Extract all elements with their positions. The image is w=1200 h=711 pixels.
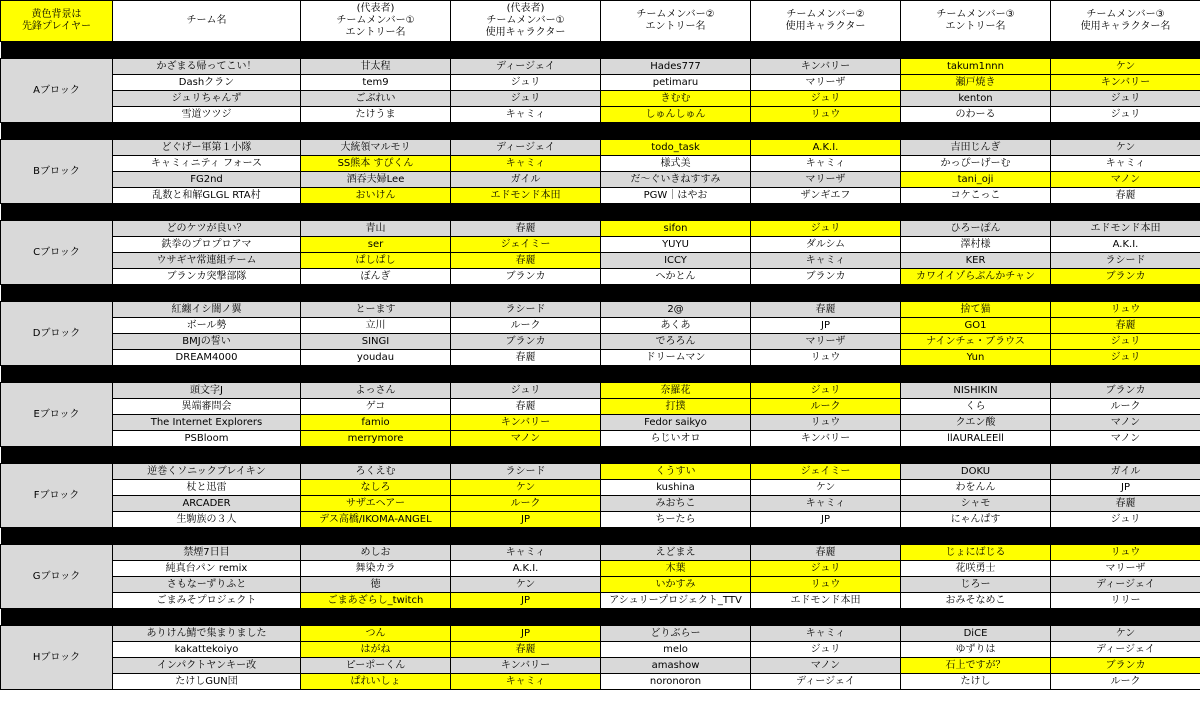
- member1-character-cell: 春麗: [451, 642, 601, 658]
- header-member2-entry: チームメンバー② エントリー名: [601, 1, 751, 42]
- team-name-cell: ありけん鯖で集まりました: [113, 626, 301, 642]
- member1-entry-cell: とーます: [301, 302, 451, 318]
- member3-character-cell: ケン: [1051, 140, 1200, 156]
- member1-entry-cell: ろくえむ: [301, 464, 451, 480]
- separator-bar: [1, 123, 1200, 140]
- member1-character-cell: 春麗: [451, 350, 601, 366]
- member2-character-cell: ダルシム: [751, 237, 901, 253]
- member1-entry-cell: SINGI: [301, 334, 451, 350]
- member1-character-cell: 春麗: [451, 253, 601, 269]
- member3-entry-cell: のわーる: [901, 107, 1051, 123]
- member2-character-cell: マリーザ: [751, 75, 901, 91]
- team-name-cell: FG2nd: [113, 172, 301, 188]
- member1-entry-cell: youdau: [301, 350, 451, 366]
- member2-entry-cell: todo_task: [601, 140, 751, 156]
- member3-character-cell: リュウ: [1051, 545, 1200, 561]
- member3-character-cell: 春麗: [1051, 496, 1200, 512]
- member2-entry-cell: いかすみ: [601, 577, 751, 593]
- member3-character-cell: ガイル: [1051, 464, 1200, 480]
- member1-entry-cell: なしろ: [301, 480, 451, 496]
- member1-entry-cell: ゲコ: [301, 399, 451, 415]
- team-name-cell: たけしGUN団: [113, 674, 301, 690]
- block-separator: [1, 609, 1200, 626]
- member2-character-cell: キンバリー: [751, 431, 901, 447]
- table-row: [1, 59, 1200, 75]
- team-name-cell: どのケツが良い？: [113, 221, 301, 237]
- member2-entry-cell: 打撲: [601, 399, 751, 415]
- member3-entry-cell: GO1: [901, 318, 1051, 334]
- member1-entry-cell: ぱしぱし: [301, 253, 451, 269]
- table-row: [1, 399, 1200, 415]
- header-legend: 黄色背景は 先鋒プレイヤー: [1, 1, 113, 42]
- separator-bar: [1, 447, 1200, 464]
- table-row: [1, 464, 1200, 480]
- member2-entry-cell: へかとん: [601, 269, 751, 285]
- table-row: [1, 221, 1200, 237]
- member2-entry-cell: melo: [601, 642, 751, 658]
- member1-entry-cell: 甘太程: [301, 59, 451, 75]
- member2-character-cell: リュウ: [751, 107, 901, 123]
- member3-character-cell: 春麗: [1051, 318, 1200, 334]
- member3-character-cell: ケン: [1051, 59, 1200, 75]
- member3-character-cell: マノン: [1051, 172, 1200, 188]
- member1-entry-cell: tem9: [301, 75, 451, 91]
- member3-character-cell: マノン: [1051, 431, 1200, 447]
- member2-entry-cell: kushina: [601, 480, 751, 496]
- member1-entry-cell: famio: [301, 415, 451, 431]
- block-separator: [1, 528, 1200, 545]
- member1-character-cell: ガイル: [451, 172, 601, 188]
- team-name-cell: PSBloom: [113, 431, 301, 447]
- member3-character-cell: A.K.I.: [1051, 237, 1200, 253]
- member3-character-cell: リュウ: [1051, 302, 1200, 318]
- table-row: [1, 237, 1200, 253]
- member1-character-cell: 春麗: [451, 399, 601, 415]
- member2-entry-cell: YUYU: [601, 237, 751, 253]
- member2-entry-cell: しゅんしゅん: [601, 107, 751, 123]
- team-name-cell: ごまみそプロジェクト: [113, 593, 301, 609]
- header-member3-entry: チームメンバー③ エントリー名: [901, 1, 1051, 42]
- table-row: [1, 140, 1200, 156]
- table-row: [1, 480, 1200, 496]
- team-name-cell: 雪道ツツジ: [113, 107, 301, 123]
- table-row: [1, 383, 1200, 399]
- team-name-cell: 逆巻くソニックブレイキン: [113, 464, 301, 480]
- member2-entry-cell: 木葉: [601, 561, 751, 577]
- table-row: [1, 593, 1200, 609]
- block-label: Cブロック: [1, 221, 113, 285]
- member3-entry-cell: Yun: [901, 350, 1051, 366]
- member1-entry-cell: 青山: [301, 221, 451, 237]
- table-row: [1, 107, 1200, 123]
- member1-character-cell: A.K.I.: [451, 561, 601, 577]
- team-name-cell: どぐげー軍第１小隊: [113, 140, 301, 156]
- team-name-cell: 純真台パン remix: [113, 561, 301, 577]
- member2-character-cell: ルーク: [751, 399, 901, 415]
- team-name-cell: キャミィニティ フォース: [113, 156, 301, 172]
- member2-character-cell: キャミィ: [751, 253, 901, 269]
- block-label: Aブロック: [1, 59, 113, 123]
- member3-character-cell: ジュリ: [1051, 512, 1200, 528]
- member3-entry-cell: 石上ですが？: [901, 658, 1051, 674]
- table-row: [1, 561, 1200, 577]
- member3-entry-cell: 捨て猫: [901, 302, 1051, 318]
- member2-character-cell: ジュリ: [751, 642, 901, 658]
- member3-character-cell: ジュリ: [1051, 334, 1200, 350]
- member2-entry-cell: どりぶらー: [601, 626, 751, 642]
- member2-character-cell: キャミィ: [751, 496, 901, 512]
- table-row: [1, 496, 1200, 512]
- member1-entry-cell: 徳: [301, 577, 451, 593]
- member2-entry-cell: noronoron: [601, 674, 751, 690]
- team-name-cell: 乱数と和解GLGL RTA村: [113, 188, 301, 204]
- member3-entry-cell: クエン酸: [901, 415, 1051, 431]
- member3-entry-cell: takum1nnn: [901, 59, 1051, 75]
- member3-character-cell: ルーク: [1051, 674, 1200, 690]
- table-row: [1, 577, 1200, 593]
- member2-character-cell: ジュリ: [751, 383, 901, 399]
- member3-entry-cell: DiCE: [901, 626, 1051, 642]
- member1-entry-cell: SS熊本 すぴくん: [301, 156, 451, 172]
- separator-bar: [1, 42, 1200, 59]
- member3-entry-cell: DOKU: [901, 464, 1051, 480]
- separator-bar: [1, 204, 1200, 221]
- member3-character-cell: ジュリ: [1051, 350, 1200, 366]
- member1-character-cell: ルーク: [451, 496, 601, 512]
- table-row: [1, 172, 1200, 188]
- member1-character-cell: キャミィ: [451, 156, 601, 172]
- member1-character-cell: ルーク: [451, 318, 601, 334]
- block-separator: [1, 366, 1200, 383]
- member1-entry-cell: 立川: [301, 318, 451, 334]
- member1-entry-cell: ピーポーくん: [301, 658, 451, 674]
- member2-character-cell: ブランカ: [751, 269, 901, 285]
- team-name-cell: 禁煙7日目: [113, 545, 301, 561]
- member3-entry-cell: カワイイゾらぶんかチャン: [901, 269, 1051, 285]
- table-row: [1, 658, 1200, 674]
- member3-entry-cell: KER: [901, 253, 1051, 269]
- table-row: [1, 318, 1200, 334]
- member3-character-cell: マノン: [1051, 415, 1200, 431]
- separator-bar: [1, 609, 1200, 626]
- member1-character-cell: キャミィ: [451, 545, 601, 561]
- team-name-cell: DREAM4000: [113, 350, 301, 366]
- member3-entry-cell: NISHIKIN: [901, 383, 1051, 399]
- block-label: Hブロック: [1, 626, 113, 690]
- member2-character-cell: 春麗: [751, 545, 901, 561]
- member1-character-cell: ディージェイ: [451, 140, 601, 156]
- member3-entry-cell: じょにばじる: [901, 545, 1051, 561]
- header-team-name: チーム名: [113, 1, 301, 42]
- member3-character-cell: ラシード: [1051, 253, 1200, 269]
- member1-character-cell: ジェイミー: [451, 237, 601, 253]
- member2-entry-cell: Hades777: [601, 59, 751, 75]
- member1-character-cell: ジュリ: [451, 91, 601, 107]
- member3-entry-cell: llAURALEEll: [901, 431, 1051, 447]
- member1-character-cell: 春麗: [451, 221, 601, 237]
- member2-entry-cell: 2@: [601, 302, 751, 318]
- block-separator: [1, 123, 1200, 140]
- member1-entry-cell: ごまあざらし_twitch: [301, 593, 451, 609]
- table-row: [1, 415, 1200, 431]
- member3-entry-cell: ひろーぽん: [901, 221, 1051, 237]
- member3-character-cell: ブランカ: [1051, 658, 1200, 674]
- team-name-cell: 杖と迅雷: [113, 480, 301, 496]
- member2-character-cell: ケン: [751, 480, 901, 496]
- member1-entry-cell: サザエヘアー: [301, 496, 451, 512]
- member2-character-cell: マリーザ: [751, 172, 901, 188]
- member1-character-cell: キャミィ: [451, 674, 601, 690]
- table-row: [1, 512, 1200, 528]
- table-row: [1, 350, 1200, 366]
- block-label: Dブロック: [1, 302, 113, 366]
- member1-entry-cell: ぼんぎ: [301, 269, 451, 285]
- member3-character-cell: ディージェイ: [1051, 577, 1200, 593]
- table-row: [1, 545, 1200, 561]
- member2-character-cell: JP: [751, 318, 901, 334]
- block-label: Bブロック: [1, 140, 113, 204]
- header-member1-character: (代表者) チームメンバー① 使用キャラクター: [451, 1, 601, 42]
- member1-character-cell: エドモンド本田: [451, 188, 601, 204]
- header-member1-entry: (代表者) チームメンバー① エントリー名: [301, 1, 451, 42]
- member2-character-cell: JP: [751, 512, 901, 528]
- table-row: [1, 302, 1200, 318]
- member3-entry-cell: コケこっこ: [901, 188, 1051, 204]
- member1-entry-cell: よっさん: [301, 383, 451, 399]
- member3-character-cell: ジュリ: [1051, 107, 1200, 123]
- separator-bar: [1, 366, 1200, 383]
- table-row: [1, 431, 1200, 447]
- member3-entry-cell: かっぴーげーむ: [901, 156, 1051, 172]
- member1-character-cell: ケン: [451, 480, 601, 496]
- member3-entry-cell: ナインチェ・ブラウス: [901, 334, 1051, 350]
- member2-entry-cell: Fedor saikyo: [601, 415, 751, 431]
- team-name-cell: ARCADER: [113, 496, 301, 512]
- member1-character-cell: ブランカ: [451, 269, 601, 285]
- member1-character-cell: ブランカ: [451, 334, 601, 350]
- member3-entry-cell: ゆずりは: [901, 642, 1051, 658]
- member1-entry-cell: 舞染カラ: [301, 561, 451, 577]
- member2-entry-cell: えどまえ: [601, 545, 751, 561]
- member3-character-cell: 春麗: [1051, 188, 1200, 204]
- team-name-cell: 異端審問会: [113, 399, 301, 415]
- member3-entry-cell: 吉田じんぎ: [901, 140, 1051, 156]
- member2-entry-cell: amashow: [601, 658, 751, 674]
- member3-character-cell: ブランカ: [1051, 269, 1200, 285]
- member2-character-cell: リュウ: [751, 415, 901, 431]
- team-name-cell: kakattekoiyo: [113, 642, 301, 658]
- member2-character-cell: ジュリ: [751, 91, 901, 107]
- team-name-cell: The Internet Explorers: [113, 415, 301, 431]
- member2-character-cell: キャミィ: [751, 156, 901, 172]
- table-row: [1, 642, 1200, 658]
- member3-character-cell: ブランカ: [1051, 383, 1200, 399]
- member2-entry-cell: きむむ: [601, 91, 751, 107]
- member2-entry-cell: ドリームマン: [601, 350, 751, 366]
- team-name-cell: 鉄拳のプロプロアマ: [113, 237, 301, 253]
- member1-entry-cell: デス高橋/IKOMA-ANGEL: [301, 512, 451, 528]
- member2-character-cell: ディージェイ: [751, 674, 901, 690]
- member2-character-cell: ザンギエフ: [751, 188, 901, 204]
- block-separator: [1, 447, 1200, 464]
- member2-character-cell: ジュリ: [751, 561, 901, 577]
- team-name-cell: インパクトヤンキー改: [113, 658, 301, 674]
- member1-character-cell: JP: [451, 512, 601, 528]
- table-row: [1, 269, 1200, 285]
- member3-entry-cell: たけし: [901, 674, 1051, 690]
- member1-character-cell: キャミィ: [451, 107, 601, 123]
- member3-character-cell: エドモンド本田: [1051, 221, 1200, 237]
- member3-character-cell: リリー: [1051, 593, 1200, 609]
- member2-character-cell: ジェイミー: [751, 464, 901, 480]
- member3-entry-cell: わをんん: [901, 480, 1051, 496]
- member1-character-cell: ラシード: [451, 464, 601, 480]
- member2-character-cell: リュウ: [751, 577, 901, 593]
- member1-character-cell: ジュリ: [451, 383, 601, 399]
- header-row: [1, 1, 1200, 42]
- member2-character-cell: キャミィ: [751, 626, 901, 642]
- member3-character-cell: ルーク: [1051, 399, 1200, 415]
- member2-entry-cell: らじいオロ: [601, 431, 751, 447]
- table-row: [1, 188, 1200, 204]
- table-row: [1, 626, 1200, 642]
- member1-character-cell: ディージェイ: [451, 59, 601, 75]
- member1-character-cell: JP: [451, 626, 601, 642]
- member1-entry-cell: ぱれいしょ: [301, 674, 451, 690]
- member1-character-cell: JP: [451, 593, 601, 609]
- member2-entry-cell: でろろん: [601, 334, 751, 350]
- member3-character-cell: キャミィ: [1051, 156, 1200, 172]
- member2-character-cell: ジュリ: [751, 221, 901, 237]
- member3-entry-cell: 花咲勇士: [901, 561, 1051, 577]
- member2-entry-cell: ちーたら: [601, 512, 751, 528]
- block-separator: [1, 285, 1200, 302]
- member2-entry-cell: PGW｜はやお: [601, 188, 751, 204]
- member3-character-cell: JP: [1051, 480, 1200, 496]
- member2-character-cell: 春麗: [751, 302, 901, 318]
- team-name-cell: 生駒族の３人: [113, 512, 301, 528]
- member2-entry-cell: だ～ぐいきねすすみ: [601, 172, 751, 188]
- member2-character-cell: マリーザ: [751, 334, 901, 350]
- member2-entry-cell: 様式美: [601, 156, 751, 172]
- table-row: [1, 253, 1200, 269]
- table-row: [1, 91, 1200, 107]
- member1-entry-cell: おいけん: [301, 188, 451, 204]
- team-name-cell: BMJの誓い: [113, 334, 301, 350]
- member2-character-cell: マノン: [751, 658, 901, 674]
- member1-entry-cell: めしお: [301, 545, 451, 561]
- block-separator: [1, 204, 1200, 221]
- member2-character-cell: キンバリー: [751, 59, 901, 75]
- member2-entry-cell: くうすい: [601, 464, 751, 480]
- member1-character-cell: マノン: [451, 431, 601, 447]
- member3-character-cell: ジュリ: [1051, 91, 1200, 107]
- table-row: [1, 75, 1200, 91]
- member1-character-cell: ジュリ: [451, 75, 601, 91]
- member3-entry-cell: じろー: [901, 577, 1051, 593]
- member1-entry-cell: ser: [301, 237, 451, 253]
- member3-entry-cell: くら: [901, 399, 1051, 415]
- member1-entry-cell: 大統領マルモリ: [301, 140, 451, 156]
- member1-entry-cell: たけうま: [301, 107, 451, 123]
- member3-entry-cell: にゃんぱす: [901, 512, 1051, 528]
- member1-entry-cell: merrymore: [301, 431, 451, 447]
- member2-character-cell: リュウ: [751, 350, 901, 366]
- team-name-cell: ボール勢: [113, 318, 301, 334]
- member3-entry-cell: 澤村様: [901, 237, 1051, 253]
- member3-entry-cell: kenton: [901, 91, 1051, 107]
- member3-character-cell: キンバリー: [1051, 75, 1200, 91]
- team-name-cell: ブランカ突撃部隊: [113, 269, 301, 285]
- team-name-cell: ジュリちゃんず: [113, 91, 301, 107]
- member3-character-cell: ケン: [1051, 626, 1200, 642]
- member1-entry-cell: つん: [301, 626, 451, 642]
- team-name-cell: ウサギヤ常連組チーム: [113, 253, 301, 269]
- member2-entry-cell: sifon: [601, 221, 751, 237]
- member1-entry-cell: ごぶれい: [301, 91, 451, 107]
- member3-entry-cell: おみそなめこ: [901, 593, 1051, 609]
- separator-bar: [1, 285, 1200, 302]
- member1-character-cell: ラシード: [451, 302, 601, 318]
- member1-character-cell: キンバリー: [451, 658, 601, 674]
- member1-entry-cell: はがね: [301, 642, 451, 658]
- member2-character-cell: A.K.I.: [751, 140, 901, 156]
- member3-entry-cell: tani_oji: [901, 172, 1051, 188]
- separator-bar: [1, 528, 1200, 545]
- member3-character-cell: マリーザ: [1051, 561, 1200, 577]
- member2-entry-cell: 奈羅花: [601, 383, 751, 399]
- table-row: [1, 334, 1200, 350]
- member1-character-cell: キンバリー: [451, 415, 601, 431]
- block-label: Eブロック: [1, 383, 113, 447]
- member2-entry-cell: あくあ: [601, 318, 751, 334]
- block-separator: [1, 42, 1200, 59]
- member2-entry-cell: petimaru: [601, 75, 751, 91]
- header-member3-character: チームメンバー③ 使用キャラクター名: [1051, 1, 1200, 42]
- member1-character-cell: ケン: [451, 577, 601, 593]
- team-name-cell: さもなーずりふと: [113, 577, 301, 593]
- team-name-cell: 頭文字J: [113, 383, 301, 399]
- block-label: Fブロック: [1, 464, 113, 528]
- team-name-cell: Dashクラン: [113, 75, 301, 91]
- table-row: [1, 674, 1200, 690]
- member3-entry-cell: 瀬戸焼き: [901, 75, 1051, 91]
- table-row: [1, 156, 1200, 172]
- block-label: Gブロック: [1, 545, 113, 609]
- member2-entry-cell: みおちこ: [601, 496, 751, 512]
- member1-entry-cell: 酒吞夫婦Lee: [301, 172, 451, 188]
- team-name-cell: 紅纏イシ闇ノ翼: [113, 302, 301, 318]
- member3-entry-cell: シャモ: [901, 496, 1051, 512]
- member2-character-cell: エドモンド本田: [751, 593, 901, 609]
- header-member2-character: チームメンバー② 使用キャラクター: [751, 1, 901, 42]
- member2-entry-cell: ICCY: [601, 253, 751, 269]
- member2-entry-cell: アシュリープロジェクト_TTV: [601, 593, 751, 609]
- team-name-cell: かざまる帰ってこい！: [113, 59, 301, 75]
- member3-character-cell: ディージェイ: [1051, 642, 1200, 658]
